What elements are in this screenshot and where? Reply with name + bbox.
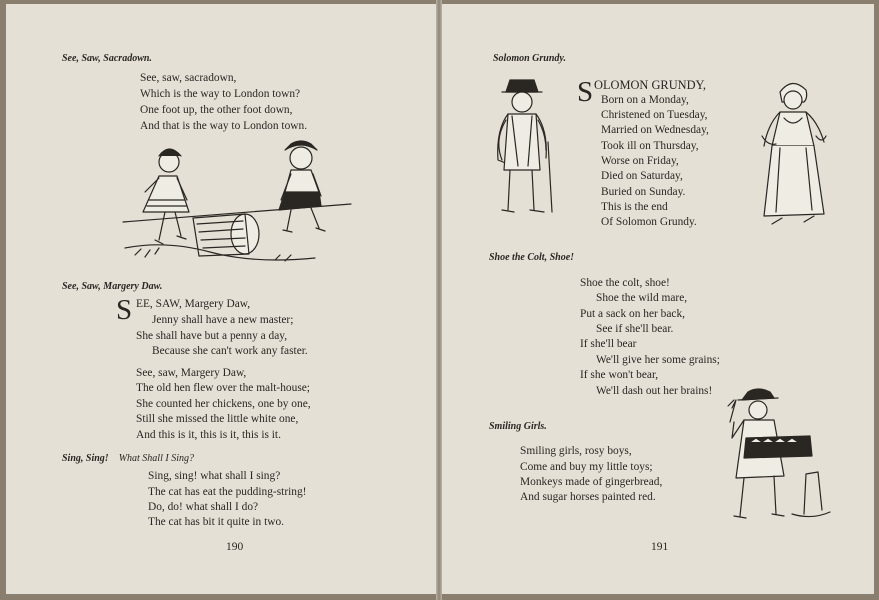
poem-line: If she'll bear xyxy=(580,338,637,350)
poem-line: And that is the way to London town. xyxy=(140,120,308,132)
poem-title-rest: What Shall I Sing? xyxy=(118,453,194,464)
solomon-grundy-man-illustration xyxy=(488,80,564,230)
poem-line: Come and buy my little toys; xyxy=(520,461,653,473)
poem-title-bold: Sing, Sing! xyxy=(62,453,109,464)
page-number: 190 xyxy=(226,541,244,553)
poem-line: Smiling girls, rosy boys, xyxy=(520,445,632,457)
poem-line: This is the end xyxy=(601,201,668,213)
poem-line: And sugar horses painted red. xyxy=(520,491,656,503)
poem-line: OLOMON GRUNDY, xyxy=(594,78,706,92)
poem-line: Worse on Friday, xyxy=(601,155,679,167)
poem-line: Born on a Monday, xyxy=(601,94,689,106)
poem-line: Of Solomon Grundy. xyxy=(601,216,697,228)
poem-line: See if she'll bear. xyxy=(596,323,674,335)
poem-line: Which is the way to London town? xyxy=(140,88,301,100)
poem-line: See, saw, Margery Daw, xyxy=(136,367,247,379)
poem-title-smiling-girls: Smiling Girls. xyxy=(489,421,547,432)
poem-line: Still she missed the little white one, xyxy=(136,413,299,425)
woman-in-bonnet-illustration xyxy=(758,76,834,241)
poem-line: Christened on Tuesday, xyxy=(601,109,708,121)
poem-line: EE, SAW, Margery Daw, xyxy=(136,298,251,310)
poem-line: Put a sack on her back, xyxy=(580,308,686,320)
poem-line: And this is it, this is it, this is it. xyxy=(136,429,281,441)
poem-line: We'll give her some grains; xyxy=(596,354,720,366)
poem-line: One foot up, the other foot down, xyxy=(140,104,293,116)
poem-line: Monkeys made of gingerbread, xyxy=(520,476,663,488)
poem-line: She counted her chickens, one by one, xyxy=(136,398,311,410)
poem-line: Because she can't work any faster. xyxy=(152,345,308,357)
poem-line: Sing, sing! what shall I sing? xyxy=(148,470,281,482)
poem-title-see-saw-sacradown: See, Saw, Sacradown. xyxy=(62,53,152,64)
poem-line: Shoe the wild mare, xyxy=(596,292,688,304)
poem-line: If she won't bear, xyxy=(580,369,659,381)
poem-title-sing-sing xyxy=(62,453,194,464)
poem-title-shoe-the-colt: Shoe the Colt, Shoe! xyxy=(489,252,575,263)
poem-title-margery-daw: See, Saw, Margery Daw. xyxy=(62,281,163,292)
poem-line: Buried on Sunday. xyxy=(601,186,686,198)
page-number: 191 xyxy=(651,541,669,553)
poem-line: The old hen flew over the malt-house; xyxy=(136,382,310,394)
poem-line: The cat has eat the pudding-string! xyxy=(148,486,307,498)
poem-line: Married on Wednesday, xyxy=(601,124,709,136)
poem-line: She shall have but a penny a day, xyxy=(136,330,288,342)
drop-cap: S xyxy=(577,76,594,108)
poem-line: We'll dash out her brains! xyxy=(596,385,713,397)
poem-line: Died on Saturday, xyxy=(601,170,683,182)
poem-line: Do, do! what shall I do? xyxy=(148,501,259,513)
poem-line: Jenny shall have a new master; xyxy=(152,314,294,326)
toy-vendor-illustration xyxy=(722,386,832,530)
drop-cap: S xyxy=(116,294,133,326)
poem-line: The cat has bit it quite in two. xyxy=(148,516,285,528)
poem-title-solomon-grundy: Solomon Grundy. xyxy=(493,53,566,64)
poem-line: Took ill on Thursday, xyxy=(601,140,699,152)
seesaw-children-illustration xyxy=(115,140,355,275)
poem-line: See, saw, sacradown, xyxy=(140,72,237,84)
poem-line: Shoe the colt, shoe! xyxy=(580,277,670,289)
